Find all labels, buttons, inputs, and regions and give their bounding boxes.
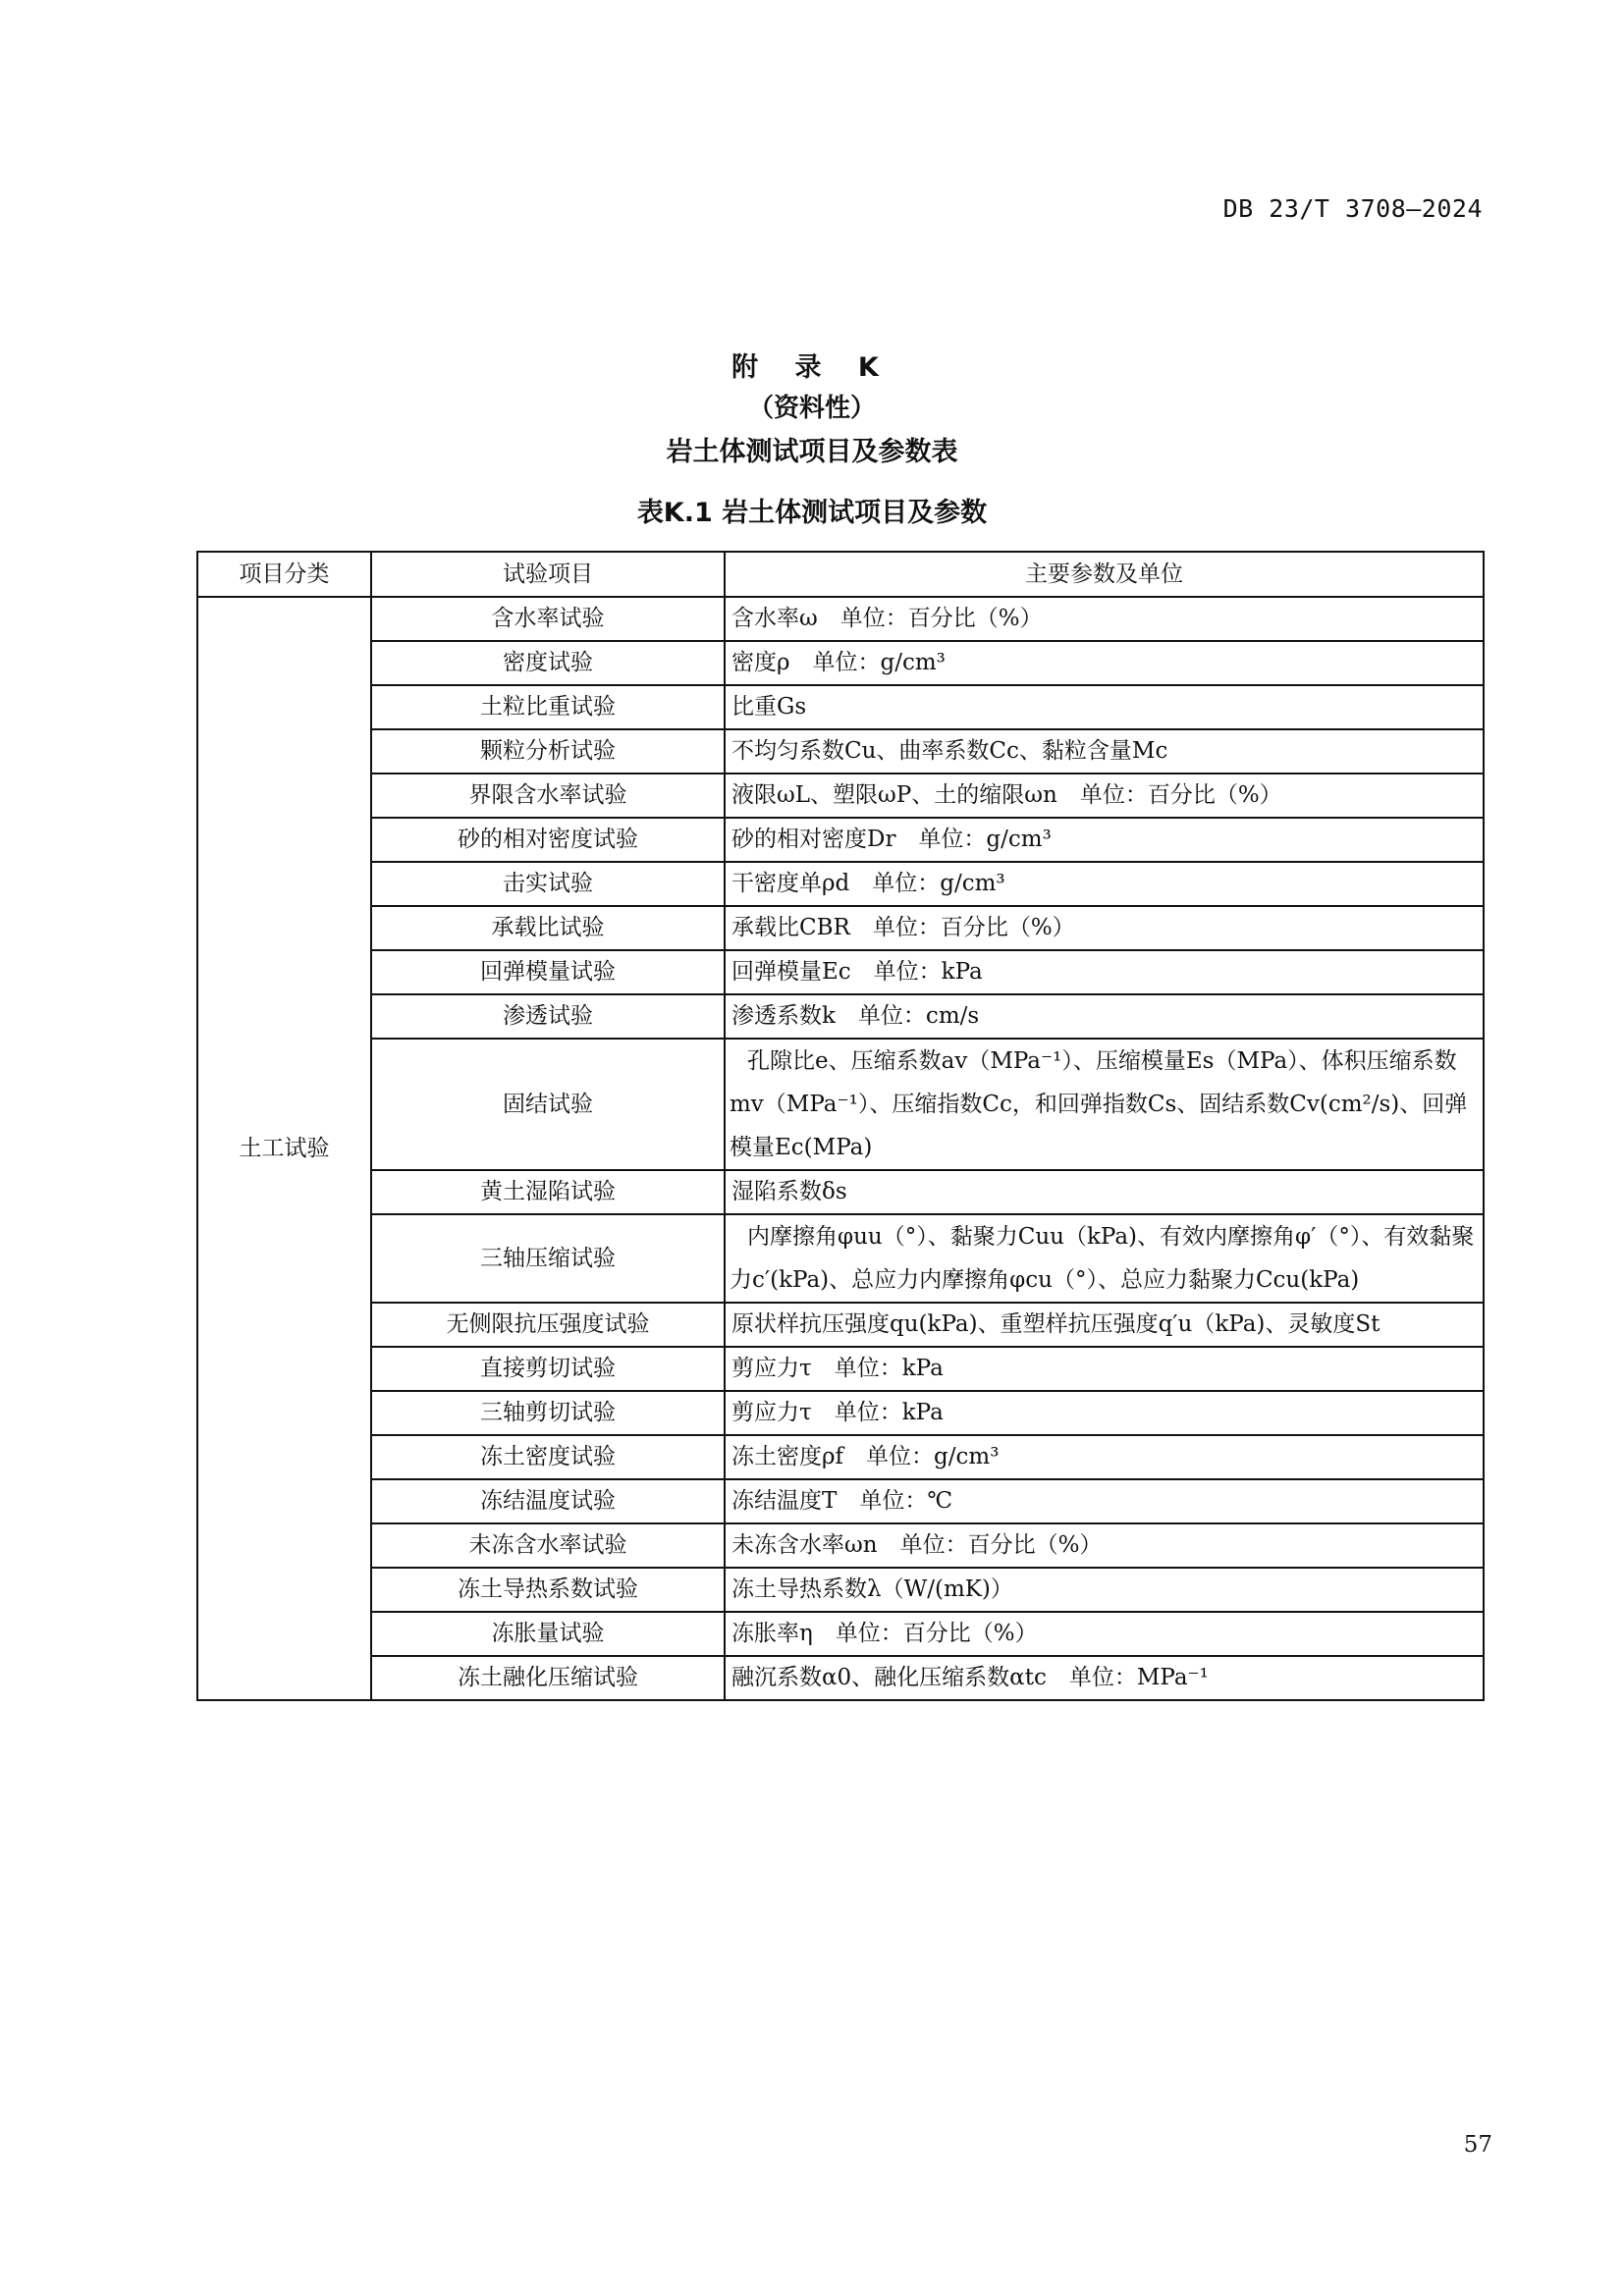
test-item-cell: 无侧限抗压强度试验: [371, 1303, 725, 1347]
test-item-cell: 冻土密度试验: [371, 1435, 725, 1479]
parameter-cell: 比重Gs: [725, 685, 1484, 729]
test-item-cell: 砂的相对密度试验: [371, 818, 725, 862]
parameter-cell: 未冻含水率ωn 单位：百分比（%）: [725, 1523, 1484, 1568]
table-row: [197, 1612, 1484, 1656]
appendix-name: 岩土体测试项目及参数表: [666, 437, 958, 467]
table-row: [197, 1391, 1484, 1435]
test-item-cell: 回弹模量试验: [371, 950, 725, 994]
table-row: [197, 1303, 1484, 1347]
table-row: [197, 1479, 1484, 1523]
table-row: [197, 685, 1484, 729]
parameter-cell: 液限ωL、塑限ωP、土的缩限ωn 单位：百分比（%）: [725, 774, 1484, 818]
table-row: [197, 1523, 1484, 1568]
test-item-cell: 冻土导热系数试验: [371, 1568, 725, 1612]
table-row: [197, 729, 1484, 774]
header-category: 项目分类: [197, 552, 371, 597]
table-row: [197, 818, 1484, 862]
parameter-cell: 内摩擦角φuu（°）、黏聚力Cuu（kPa)、有效内摩擦角φ′（°）、有效黏聚力c′(kPa)、总应力内摩擦角φcu（°）、总应力黏聚力Ccu(kPa): [725, 1214, 1484, 1303]
appendix-title: 附 录 K: [731, 352, 893, 383]
table-body: [197, 597, 1484, 1700]
table-row: [197, 950, 1484, 994]
table-row: [197, 1039, 1484, 1170]
table-row: [197, 597, 1484, 641]
parameter-cell: 孔隙比e、压缩系数av（MPa⁻¹）、压缩模量Es（MPa）、体积压缩系数mv（MPa⁻¹）、压缩指数Cc，和回弹指数Cs、固结系数Cv(cm²/s)、回弹模量Ec(MPa): [725, 1039, 1484, 1170]
parameter-table: [196, 551, 1485, 1701]
parameter-cell: 剪应力τ 单位：kPa: [725, 1391, 1484, 1435]
parameter-cell: 回弹模量Ec 单位：kPa: [725, 950, 1484, 994]
parameter-cell: 干密度单ρd 单位：g/cm³: [725, 862, 1484, 906]
table-row: [197, 1170, 1484, 1214]
parameter-cell: 冻土导热系数λ（W/(mK)）: [725, 1568, 1484, 1612]
test-item-cell: 密度试验: [371, 641, 725, 685]
test-item-cell: 冻土融化压缩试验: [371, 1656, 725, 1700]
parameter-cell: 融沉系数α0、融化压缩系数αtc 单位：MPa⁻¹: [725, 1656, 1484, 1700]
table-caption: 表K.1 岩土体测试项目及参数: [636, 498, 988, 528]
parameter-cell: 砂的相对密度Dr 单位：g/cm³: [725, 818, 1484, 862]
test-item-cell: 土粒比重试验: [371, 685, 725, 729]
test-item-cell: 未冻含水率试验: [371, 1523, 725, 1568]
test-item-cell: 三轴压缩试验: [371, 1214, 725, 1303]
parameter-cell: 不均匀系数Cu、曲率系数Cc、黏粒含量Mc: [725, 729, 1484, 774]
table-row: [197, 1347, 1484, 1391]
parameter-cell: 渗透系数k 单位：cm/s: [725, 994, 1484, 1039]
parameter-cell: 湿陷系数δs: [725, 1170, 1484, 1214]
table-row: [197, 906, 1484, 950]
test-item-cell: 固结试验: [371, 1039, 725, 1170]
test-item-cell: 颗粒分析试验: [371, 729, 725, 774]
test-item-cell: 击实试验: [371, 862, 725, 906]
parameter-cell: 密度ρ 单位：g/cm³: [725, 641, 1484, 685]
table-row: [197, 1435, 1484, 1479]
header-parameters: 主要参数及单位: [725, 552, 1484, 597]
test-item-cell: 黄土湿陷试验: [371, 1170, 725, 1214]
test-item-cell: 含水率试验: [371, 597, 725, 641]
document-code: DB 23/T 3708—2024: [1222, 194, 1483, 223]
category-cell: 土工试验: [197, 597, 371, 1700]
table-header-row: [197, 552, 1484, 597]
table-row: [197, 1214, 1484, 1303]
appendix-nature: （资料性）: [747, 394, 876, 423]
test-item-cell: 承载比试验: [371, 906, 725, 950]
header-test-item: 试验项目: [371, 552, 725, 597]
table-row: [197, 994, 1484, 1039]
test-item-cell: 直接剪切试验: [371, 1347, 725, 1391]
parameter-cell: 冻结温度T 单位：℃: [725, 1479, 1484, 1523]
parameter-cell: 剪应力τ 单位：kPa: [725, 1347, 1484, 1391]
parameter-cell: 含水率ω 单位：百分比（%）: [725, 597, 1484, 641]
test-item-cell: 冻胀量试验: [371, 1612, 725, 1656]
parameter-cell: 承载比CBR 单位：百分比（%）: [725, 906, 1484, 950]
parameter-cell: 冻土密度ρf 单位：g/cm³: [725, 1435, 1484, 1479]
test-item-cell: 冻结温度试验: [371, 1479, 725, 1523]
table-row: [197, 774, 1484, 818]
test-item-cell: 渗透试验: [371, 994, 725, 1039]
parameter-cell: 冻胀率η 单位：百分比（%）: [725, 1612, 1484, 1656]
table-row: [197, 641, 1484, 685]
test-item-cell: 三轴剪切试验: [371, 1391, 725, 1435]
parameter-cell: 原状样抗压强度qu(kPa)、重塑样抗压强度q′u（kPa)、灵敏度St: [725, 1303, 1484, 1347]
test-item-cell: 界限含水率试验: [371, 774, 725, 818]
page-number: 57: [1463, 2132, 1492, 2158]
table-row: [197, 862, 1484, 906]
table-row: [197, 1656, 1484, 1700]
table-row: [197, 1568, 1484, 1612]
